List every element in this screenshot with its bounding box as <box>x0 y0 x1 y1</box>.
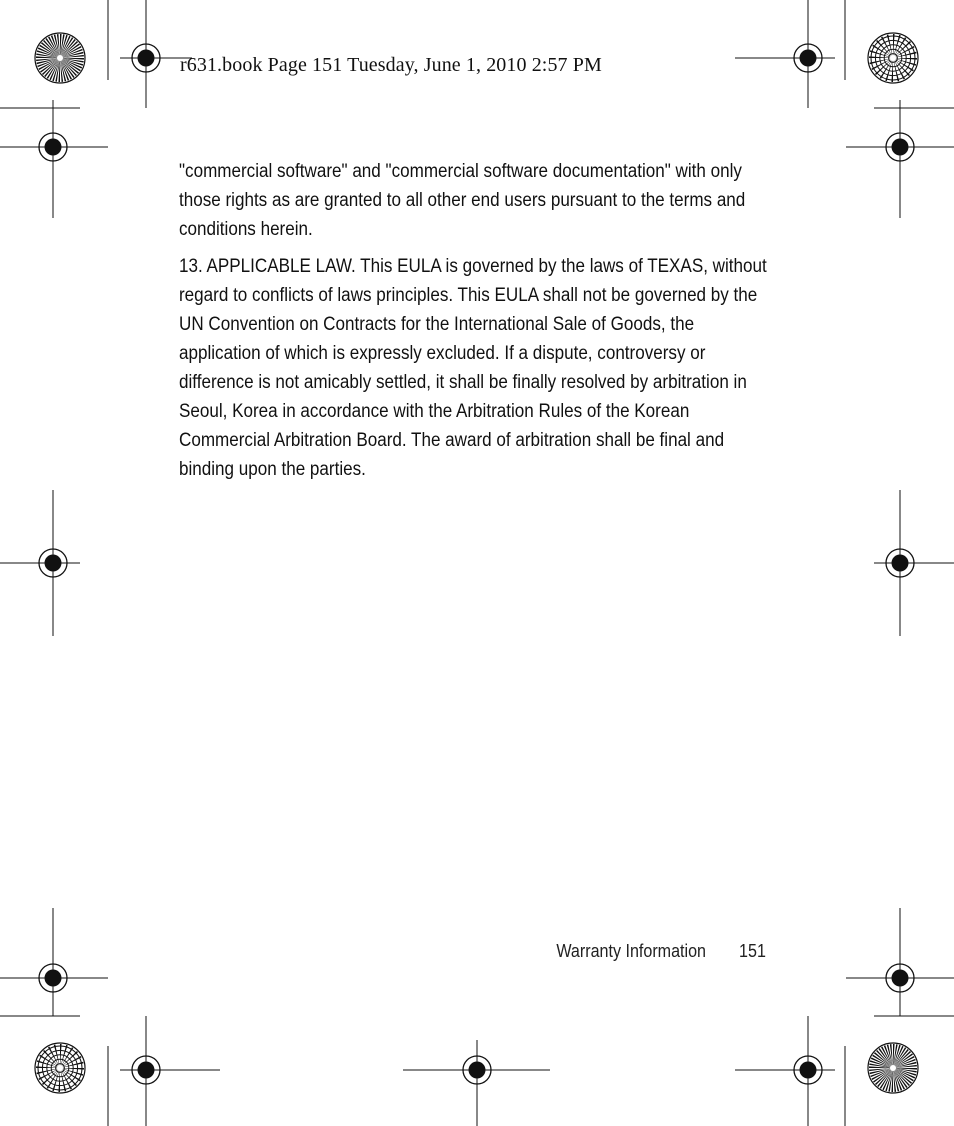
registration-mark-icon <box>120 1016 220 1126</box>
page-footer <box>556 940 766 962</box>
registration-mark-icon <box>846 100 954 218</box>
starburst-target-icon <box>35 1043 85 1093</box>
page-number: 151 <box>739 940 766 961</box>
registration-mark-icon <box>0 100 108 218</box>
registration-mark-icon <box>735 0 835 108</box>
body-text <box>179 157 770 492</box>
paragraph-applicable-law: 13. APPLICABLE LAW. This EULA is governed by the laws of TEXAS, without regard to conflicts of laws principles. This EULA shall not be governed by the UN Convention on Contracts for the International Sale of Goods, the application of which is expressly excluded. If a dispute, controversy or difference is not amicably settled, it shall be finally resolved by arbitration in Seoul, Korea in accordance with the Arbitration Rules of the Korean Commercial Arbitration Board. The award of arbitration shall be final and binding upon the parties. <box>179 256 767 480</box>
registration-mark-icon <box>0 490 80 636</box>
registration-mark-icon <box>874 490 954 636</box>
registration-mark-icon <box>403 1040 550 1126</box>
starburst-target-icon <box>35 33 85 83</box>
starburst-target-icon <box>868 1043 918 1093</box>
paragraph-software-rights: "commercial software" and "commercial software documentation" with only those rights as are granted to all other end users pursuant to the terms and conditions herein. <box>179 161 746 240</box>
registration-mark-icon <box>846 908 954 1016</box>
starburst-target-icon <box>868 33 918 83</box>
footer-section-title: Warranty Information <box>556 940 707 961</box>
registration-mark-icon <box>0 908 108 1016</box>
print-slug-header: r631.book Page 151 Tuesday, June 1, 2010 2:57 PM <box>180 54 602 76</box>
registration-mark-icon <box>735 1016 835 1126</box>
